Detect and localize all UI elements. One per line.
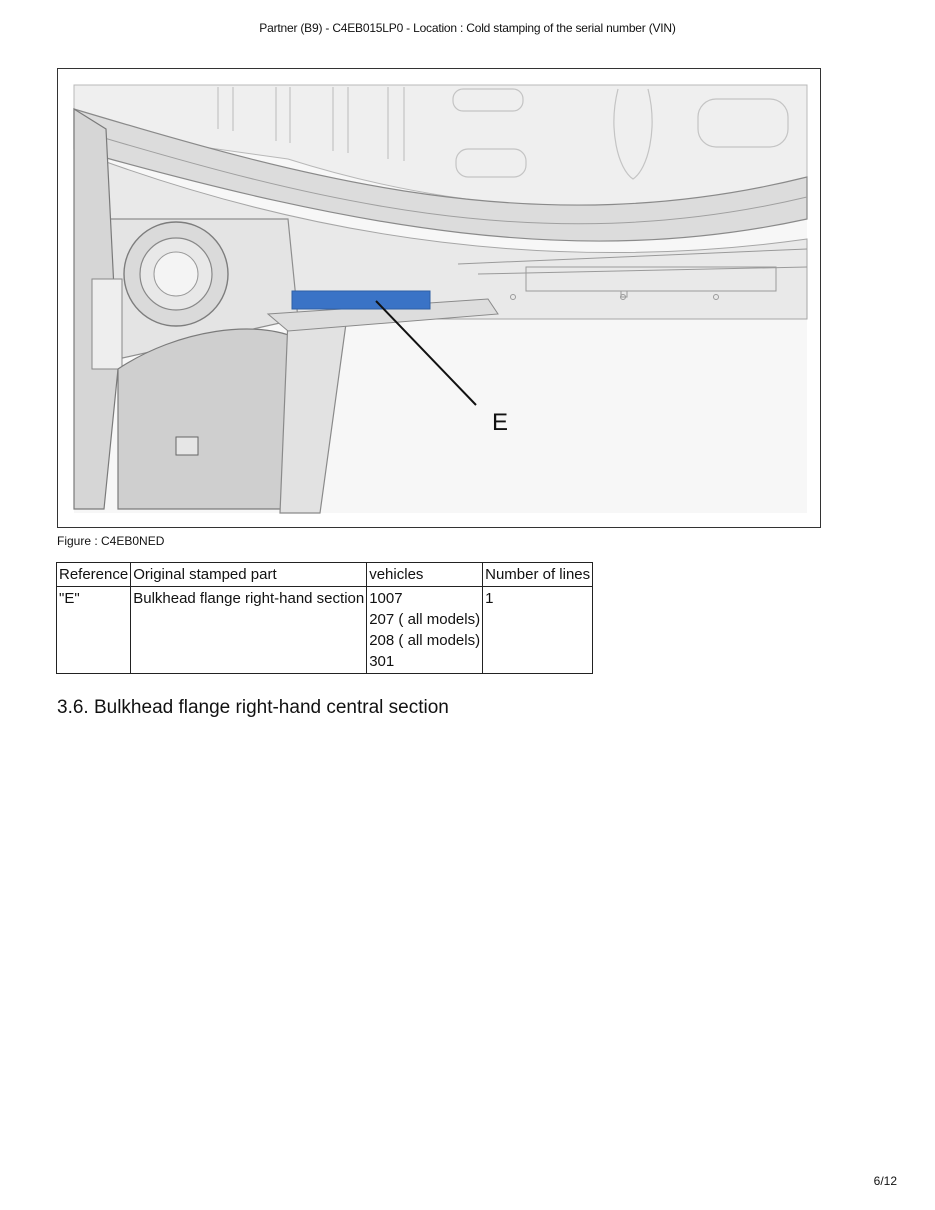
col-reference: Reference [57, 563, 131, 587]
cell-vehicles [367, 587, 483, 674]
vehicle-entry: 207 ( all models) [369, 611, 481, 628]
col-original-part: Original stamped part [131, 563, 367, 587]
col-number-of-lines: Number of lines [483, 563, 593, 587]
section-heading: 3.6. Bulkhead flange right-hand central section [57, 697, 449, 718]
vehicle-entry: 1007 [369, 590, 403, 607]
figure-caption: Figure : C4EB0NED [57, 534, 165, 548]
cell-lines: 1 [483, 587, 593, 674]
vehicle-body-illustration [58, 69, 820, 527]
callout-label: E [492, 409, 509, 436]
col-vehicles: vehicles [367, 563, 483, 587]
figure-frame [57, 68, 821, 528]
cell-reference: "E" [57, 587, 131, 674]
page-number: 6/12 [873, 1174, 897, 1188]
stamped-parts-table [56, 562, 593, 674]
cell-part: Bulkhead flange right-hand section [131, 587, 367, 674]
vehicle-entry: 208 ( all models) [369, 632, 481, 649]
lower-wheelhouse [118, 329, 298, 509]
stamping-zone-highlight [292, 291, 430, 309]
document-header: Partner (B9) - C4EB015LP0 - Location : Cold stamping of the serial number (VIN) [259, 21, 676, 35]
vehicle-entry: 301 [369, 653, 395, 670]
table-header-row [57, 563, 593, 587]
table-row [57, 587, 593, 674]
